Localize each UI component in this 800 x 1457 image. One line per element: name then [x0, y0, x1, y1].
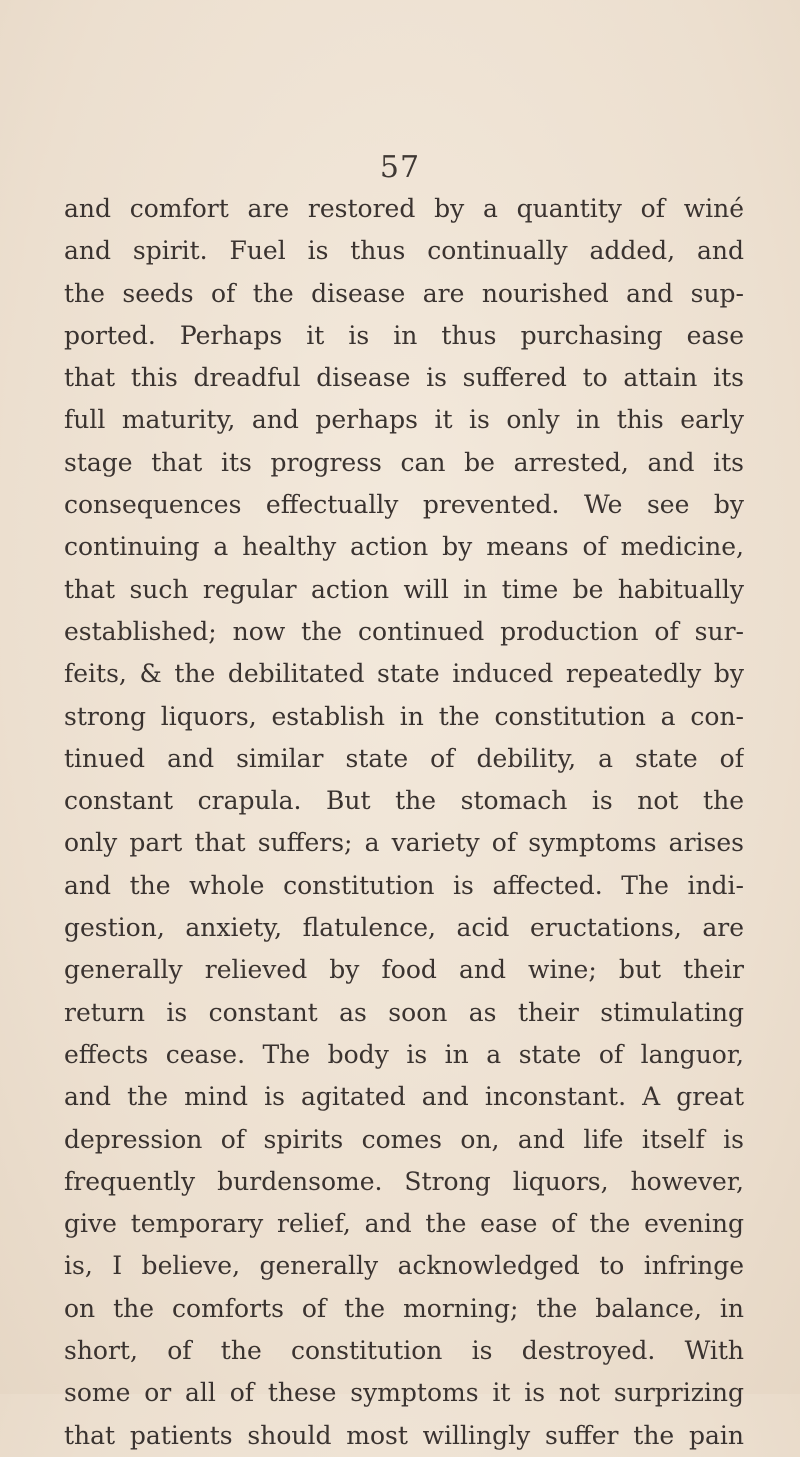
text-line: depression of spirits comes on, and life itself is: [64, 1124, 744, 1154]
text-line: gestion, anxiety, flatulence, acid eructations, are: [64, 913, 744, 943]
text-line: ported. Perhaps it is in thus purchasing ease: [64, 320, 744, 350]
text-line: established; now the continued production of sur-: [64, 616, 744, 646]
text-line: effects cease. The body is in a state of languor,: [64, 1039, 744, 1069]
text-line: frequently burdensome. Strong liquors, however,: [64, 1166, 744, 1196]
text-line: feits, & the debilitated state induced repeatedly by: [64, 659, 744, 689]
text-line: stage that its progress can be arrested, and its: [64, 447, 744, 477]
page-number: 57: [379, 150, 421, 185]
text-line: and spirit. Fuel is thus continually added, and: [64, 236, 744, 266]
text-line: some or all of these symptoms it is not surprizing: [64, 1378, 744, 1408]
text-line: give temporary relief, and the ease of the evening: [64, 1209, 744, 1239]
text-line: return is constant as soon as their stimulating: [64, 997, 744, 1027]
text-line: full maturity, and perhaps it is only in this early: [64, 405, 744, 435]
text-line: and the whole constitution is affected. The indi-: [64, 870, 744, 900]
text-line: the seeds of the disease are nourished and sup-: [64, 278, 744, 308]
text-line: consequences effectually prevented. We see by: [64, 490, 744, 520]
text-line: and the mind is agitated and inconstant. A great: [64, 1082, 744, 1112]
text-line: continuing a healthy action by means of medicine,: [64, 532, 744, 562]
text-line: constant crapula. But the stomach is not the: [64, 786, 744, 816]
body-text: [64, 188, 744, 1457]
text-line: that this dreadful disease is suffered to attain its: [64, 363, 744, 393]
text-line: strong liquors, establish in the constitution a con-: [64, 701, 744, 731]
text-line: that such regular action will in time be habitually: [64, 574, 744, 604]
text-line: generally relieved by food and wine; but their: [64, 955, 744, 985]
text-line: short, of the constitution is destroyed. With: [64, 1336, 744, 1366]
text-line: only part that suffers; a variety of symptoms arises: [64, 828, 744, 858]
text-line: tinued and similar state of debility, a state of: [64, 743, 744, 773]
text-line: and comfort are restored by a quantity of winé: [64, 194, 744, 223]
text-line: that patients should most willingly suffer the pain: [64, 1420, 744, 1450]
text-line: is, I believe, generally acknowledged to infringe: [64, 1251, 744, 1281]
text-line: on the comforts of the morning; the balance, in: [64, 1293, 744, 1323]
